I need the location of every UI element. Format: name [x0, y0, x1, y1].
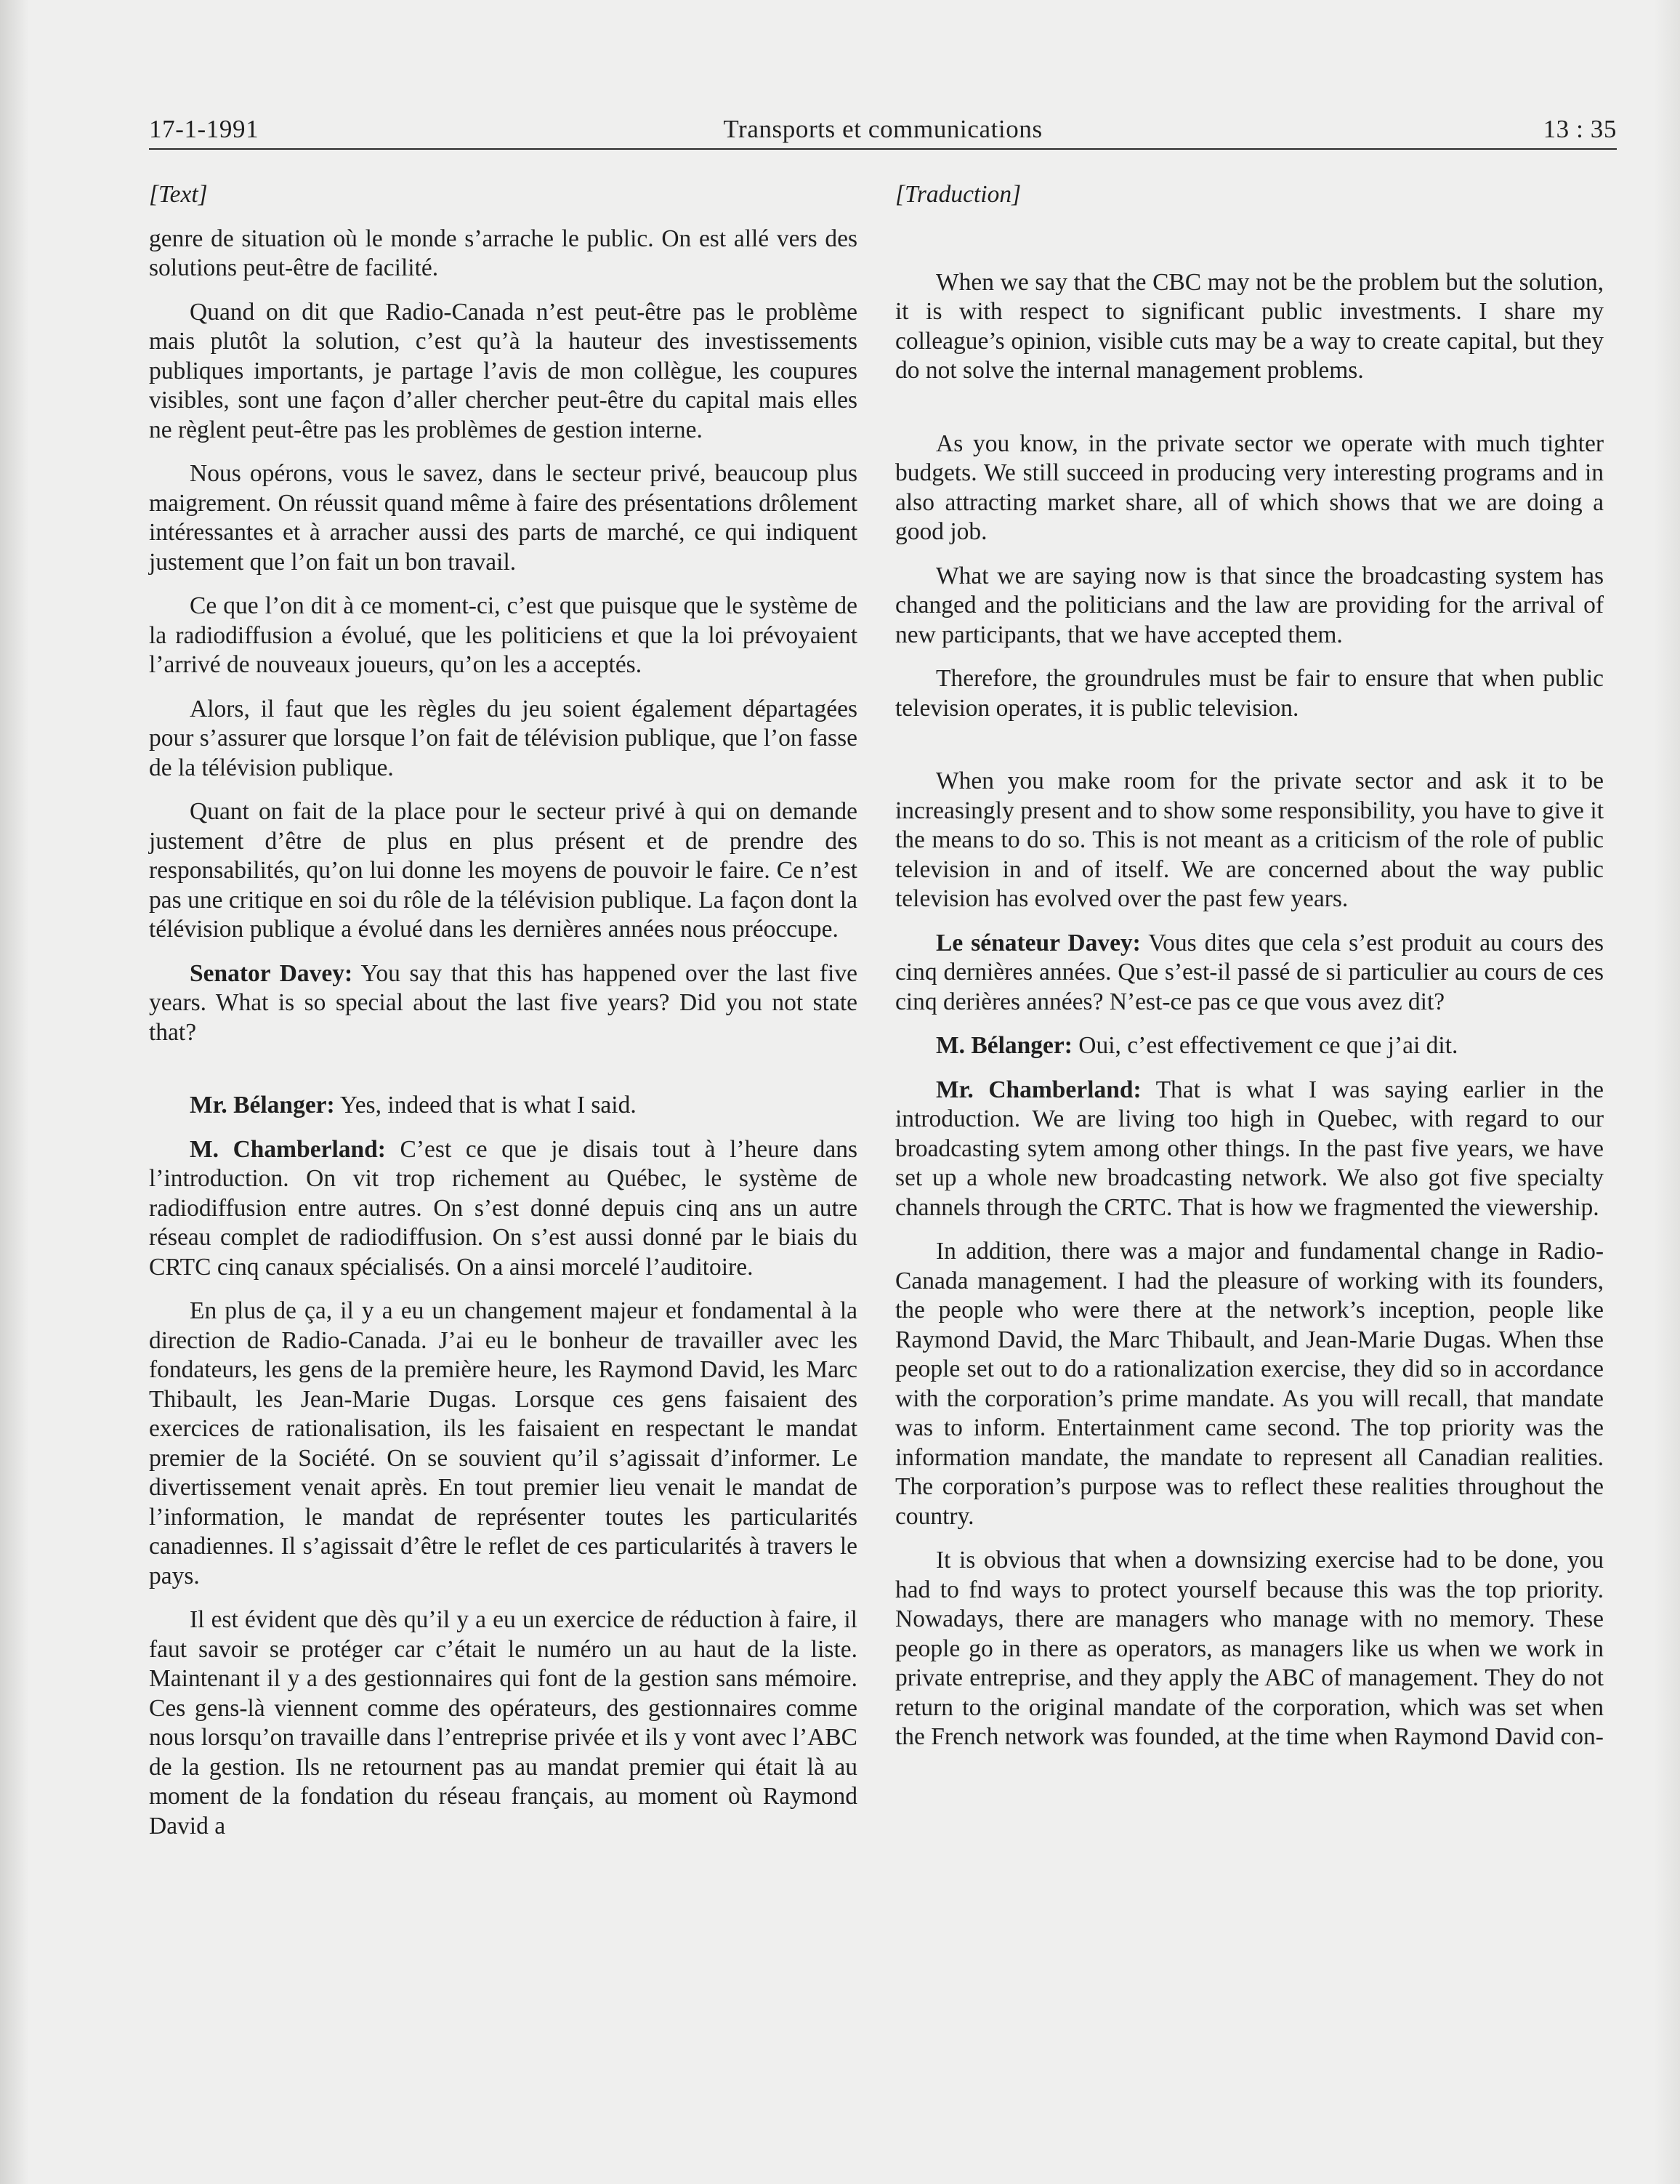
- speaker-name: Le sénateur Davey:: [936, 929, 1141, 956]
- header-rule: [149, 148, 1617, 150]
- paragraph: Nous opérons, vous le savez, dans le secteur privé, beaucoup plus maigrement. On réussit quand même à faire des présentations drôlement intéressantes et à arracher aussi des parts de marché, ce qui indiquent justement que l’on fait un bon travail.: [149, 460, 857, 576]
- speaker-text: Yes, indeed that is what I said.: [334, 1092, 637, 1119]
- paragraph: Therefore, the groundrules must be fair to ensure that when public television operates, it is public television.: [895, 665, 1604, 722]
- speaker-name: Mr. Bélanger:: [190, 1092, 335, 1119]
- paragraph: Quant on fait de la place pour le secteur privé à qui on demande justement d’être de plus en plus présent et de prendre des responsabilités, qu’on lui donne les moyens de pouvoir le faire. Ce n’est pas une critique en soi du rôle de la télévision publique. La façon dont la télévision publique a évolué dans les dernières années nous préoccupe.: [149, 798, 857, 943]
- speaker-paragraph: [149, 1135, 857, 1283]
- paragraph: In addition, there was a major and fundamental change in Radio-Canada management. I had the pleasure of working with its founders, the people who were there at the network’s inception, people like Raymond David, the Marc Thibault, and Jean-Marie Dugas. When thse people set out to do a rationalization exercise, they did so in accordance with the corporation’s prime mandate. As you will recall, that mandate was to inform. Entertainment came second. The top priority was the information mandate, the mandate to represent all Canadian realities. The corporation’s purpose was to reflect these realities throughout the country.: [895, 1238, 1604, 1530]
- speaker-name: M. Bélanger:: [936, 1032, 1073, 1059]
- speaker-name: Mr. Chamberland:: [936, 1076, 1142, 1103]
- page-edge-shadow: [1654, 0, 1680, 2184]
- speaker-paragraph: [895, 1031, 1604, 1061]
- speaker-paragraph: [149, 959, 857, 1048]
- speaker-text: That is what I was saying earlier in the introduction. We are living too high in Quebec, with regard to our broadcasting sytem among other things. In the past five years, we have set up a whole new broadcasting network. We also got five specialty channels through the CRTC. That is how we fragmented the viewership.: [895, 1076, 1604, 1221]
- page-edge-shadow: [0, 0, 29, 2184]
- speaker-text: Vous dites que cela s’est produit au cours des cinq dernières années. Que s’est-il passé de si particulier au cours de ces cinq derières années? N’est-ce pas ce que vous avez dit?: [895, 929, 1604, 1015]
- paragraph: Il est évident que dès qu’il y a eu un exercice de réduction à faire, il faut savoir se protéger car c’était le numéro un au haut de la liste. Maintenant il y a des gestionnaires qui font de la gestion sans mémoire. Ces gens-là viennent comme des opérateurs, des gestionnaires comme nous lorsqu’on travaille dans l’entreprise privée et ils y vont avec l’ABC de la gestion. Ils ne retournent pas au mandat premier qui était là au moment de la fondation du réseau français, au moment où Raymond David a: [149, 1606, 857, 1840]
- right-column: [895, 180, 1604, 1767]
- paragraph: Alors, il faut que les règles du jeu soient également départagées pour s’assurer que lorsque l’on fait de télévision publique, que l’on fasse de la télévision publique.: [149, 695, 857, 781]
- speaker-text: You say that this has happened over the last five years. What is so special about the last five years? Did you not state that?: [149, 959, 857, 1046]
- page-header: [149, 110, 1617, 150]
- speaker-paragraph: [149, 1091, 857, 1121]
- speaker-text: Oui, c’est effectivement ce que j’ai dit.: [1072, 1032, 1458, 1059]
- paragraph: When you make room for the private sector and ask it to be increasingly present and to show some responsibility, you have to give it the means to do so. This is not meant as a criticism of the role of public television in and of itself. We are concerned about the way public television has evolved over the past few years.: [895, 767, 1604, 912]
- speaker-paragraph: [895, 929, 1604, 1018]
- left-column: [149, 180, 857, 1855]
- paragraph: As you know, in the private sector we operate with much tighter budgets. We still succeed in producing very interesting programs and in also attracting market share, all of which shows that we are doing a good job.: [895, 430, 1604, 545]
- paragraph: When we say that the CBC may not be the problem but the solution, it is with respect to significant public investments. I share my colleague’s opinion, visible cuts may be a way to create capital, but they do not solve the internal management problems.: [895, 268, 1604, 384]
- paragraph: It is obvious that when a downsizing exercise had to be done, you had to fnd ways to protect yourself because this was the top priority. Nowadays, there are managers who manage with no memory. These people go in there as operators, as managers like us when we work in private entreprise, and they apply the ABC of management. They do not return to the original mandate of the corporation, which was set when the French network was founded, at the time when Raymond David con-: [895, 1547, 1604, 1750]
- speaker-paragraph: [895, 1076, 1604, 1223]
- header-title: Transports et communications: [723, 115, 1043, 143]
- paragraph: Ce que l’on dit à ce moment-ci, c’est que puisque que le système de la radiodiffusion a évolué, que les politiciens et que la loi prévoyaient l’arrivé de nouveaux joueurs, qu’on les a acceptés.: [149, 592, 857, 678]
- paragraph: Quand on dit que Radio-Canada n’est peut-être pas le problème mais plutôt la solution, c’est qu’à la hauteur des investissements publiques importants, je partage l’avis de mon collègue, les coupures visibles, sont une façon d’aller chercher peut-être du capital mais elles ne règlent peut-être pas les problèmes de gestion interne.: [149, 298, 857, 443]
- speaker-name: M. Chamberland:: [190, 1135, 386, 1163]
- header-date: 17-1-1991: [149, 115, 259, 143]
- column-label: [Text]: [149, 181, 208, 208]
- paragraph: What we are saying now is that since the broadcasting system has changed and the politicians and the law are providing for the arrival of new participants, that we have accepted them.: [895, 562, 1604, 648]
- speaker-name: Senator Davey:: [190, 959, 353, 987]
- speaker-text: C’est ce que je disais tout à l’heure dans l’introduction. On vit trop richement au Québec, le système de radiodiffusion entre autres. On s’est donné depuis cinq ans un autre réseau complet de radiodiffusion. On s’est aussi donné par le biais du CRTC cinq canaux spécialisés. On a ainsi morcelé l’auditoire.: [149, 1135, 857, 1281]
- header-page-number: 13 : 35: [1543, 115, 1617, 143]
- paragraph: genre de situation où le monde s’arrache le public. On est allé vers des solutions peut-être de facilité.: [149, 225, 857, 281]
- column-label: [Traduction]: [895, 181, 1022, 208]
- paragraph: En plus de ça, il y a eu un changement majeur et fondamental à la direction de Radio-Canada. J’ai eu le bonheur de travailler avec les fondateurs, les gens de la première heure, les Raymond David, les Marc Thibault, les Jean-Marie Dugas. Lorsque ces gens faisaient des exercices de rationalisation, ils les faisaient en respectant le mandat premier de la Société. On se souvient qu’il s’agissait d’informer. Le divertissement venait après. En tout premier lieu venait le mandat de l’information, le mandat de représenter toutes les particularités canadiennes. Il s’agissait d’être le reflet de ces particularités à travers le pays.: [149, 1297, 857, 1589]
